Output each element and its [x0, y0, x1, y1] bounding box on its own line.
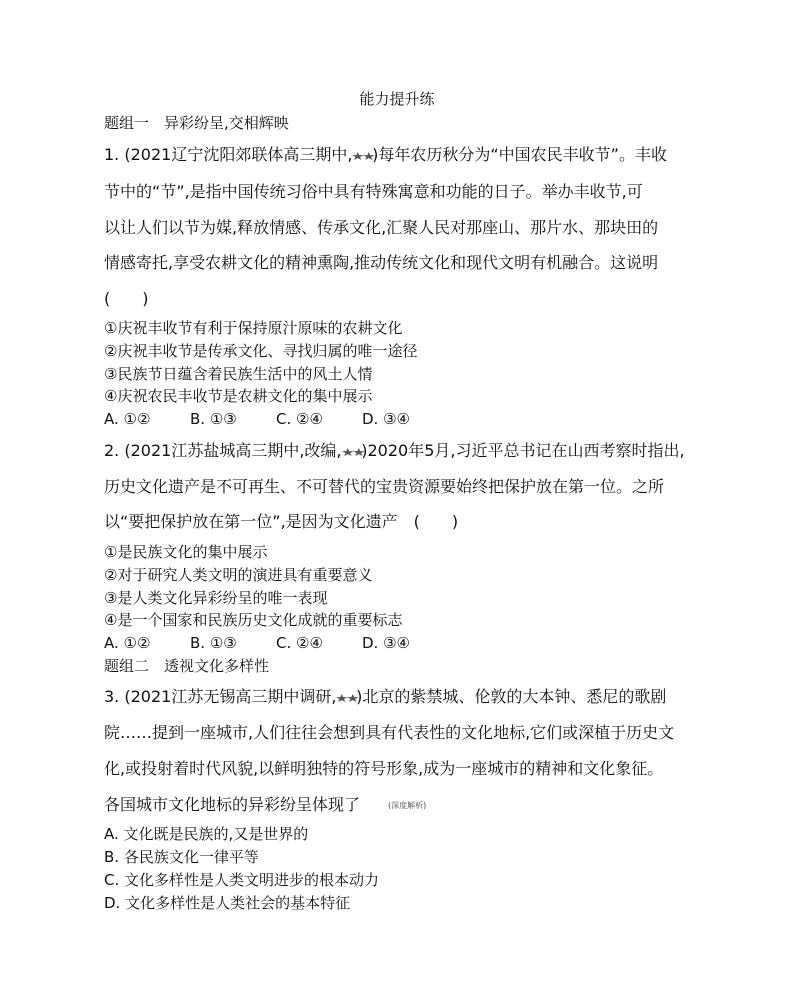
q1-item-3: ③民族节日蕴含着民族生活中的风土人情: [104, 365, 373, 383]
q1-choice-a[interactable]: A. ①②: [104, 410, 151, 428]
q1-source: 1. (2021辽宁沈阳郊联体高三期中,: [104, 145, 353, 164]
q2-item-1: ①是民族文化的集中展示: [104, 543, 268, 561]
group-heading-2: 题组二 透视文化多样性: [104, 657, 270, 675]
q2-item-2: ②对于研究人类文明的演进具有重要意义: [104, 566, 373, 584]
q2-line-3: 以“要把保护放在第一位”,是因为文化遗产 ( ): [104, 512, 459, 531]
difficulty-star-icon: ★★: [340, 446, 363, 459]
q2-choice-a[interactable]: A. ①②: [104, 634, 151, 652]
q3-stem-start: )北京的紫禁城、伦敦的大本钟、悉尼的歌剧: [356, 687, 667, 706]
q2-line-2: 历史文化遗产是不可再生、不可替代的宝贵资源要始终把保护放在第一位。之所: [104, 477, 665, 496]
q1-choice-d[interactable]: D. ③④: [362, 410, 410, 428]
q2-item-3: ③是人类文化异彩纷呈的唯一表现: [104, 589, 328, 607]
q3-option-d[interactable]: D. 文化多样性是人类社会的基本特征: [104, 894, 351, 912]
q1-item-2: ②庆祝丰收节是传承文化、寻找归属的唯一途径: [104, 342, 418, 360]
q1-choice-b[interactable]: B. ①③: [190, 410, 237, 428]
difficulty-star-icon: ★★: [351, 150, 374, 163]
q3-option-c[interactable]: C. 文化多样性是人类文明进步的根本动力: [104, 871, 380, 889]
q1-answer-paren: ( ): [104, 289, 149, 308]
q2-choice-b[interactable]: B. ①③: [190, 634, 237, 652]
q1-stem-start: )每年农历秋分为“中国农民丰收节”。丰收: [372, 145, 667, 164]
q2-line-1: [104, 441, 685, 463]
q3-line-3: 化,或投射着时代风貌,以鲜明独特的符号形象,成为一座城市的精神和文化象征。: [104, 759, 664, 778]
q2-source: 2. (2021江苏盐城高三期中,改编,: [104, 441, 342, 460]
q3-line-1: [104, 687, 666, 709]
q2-stem-start: )2020年5月,习近平总书记在山西考察时指出,: [361, 441, 685, 460]
q3-line-4: [104, 795, 426, 816]
q3-line-2: 院……提到一座城市,人们往往会想到具有代表性的文化地标,它们或深植于历史文: [104, 723, 675, 742]
deep-analysis-tag: (深度解析): [388, 800, 427, 810]
q3-option-b[interactable]: B. 各民族文化一律平等: [104, 848, 259, 866]
q3-stem-end: 各国城市文化地标的异彩纷呈体现了: [104, 795, 361, 814]
q1-line-3: 以让人们以节为媒,释放情感、传承文化,汇聚人民对那座山、那片水、那块田的: [104, 218, 659, 237]
q1-line-2: 节中的“节”,是指中国传统习俗中具有特殊寓意和功能的日子。举办丰收节,可: [104, 182, 643, 201]
q3-option-a[interactable]: A. 文化既是民族的,又是世界的: [104, 825, 309, 843]
difficulty-star-icon: ★★: [335, 692, 358, 705]
q1-item-1: ①庆祝丰收节有利于保持原汁原味的农耕文化: [104, 319, 403, 337]
page-title: 能力提升练: [359, 90, 435, 108]
q2-choice-c[interactable]: C. ②④: [276, 634, 323, 652]
q1-line-4: 情感寄托,享受农耕文化的精神熏陶,推动传统文化和现代文明有机融合。这说明: [104, 253, 659, 272]
q2-choices: [104, 633, 448, 653]
q1-choices: [104, 409, 448, 429]
q1-line-1: [104, 145, 667, 167]
q1-item-4: ④庆祝农民丰收节是农耕文化的集中展示: [104, 387, 373, 405]
group-heading-1: 题组一 异彩纷呈,交相辉映: [104, 114, 289, 132]
q3-source: 3. (2021江苏无锡高三期中调研,: [104, 687, 337, 706]
q2-item-4: ④是一个国家和民族历史文化成就的重要标志: [104, 611, 403, 629]
q2-choice-d[interactable]: D. ③④: [362, 634, 410, 652]
q1-choice-c[interactable]: C. ②④: [276, 410, 323, 428]
